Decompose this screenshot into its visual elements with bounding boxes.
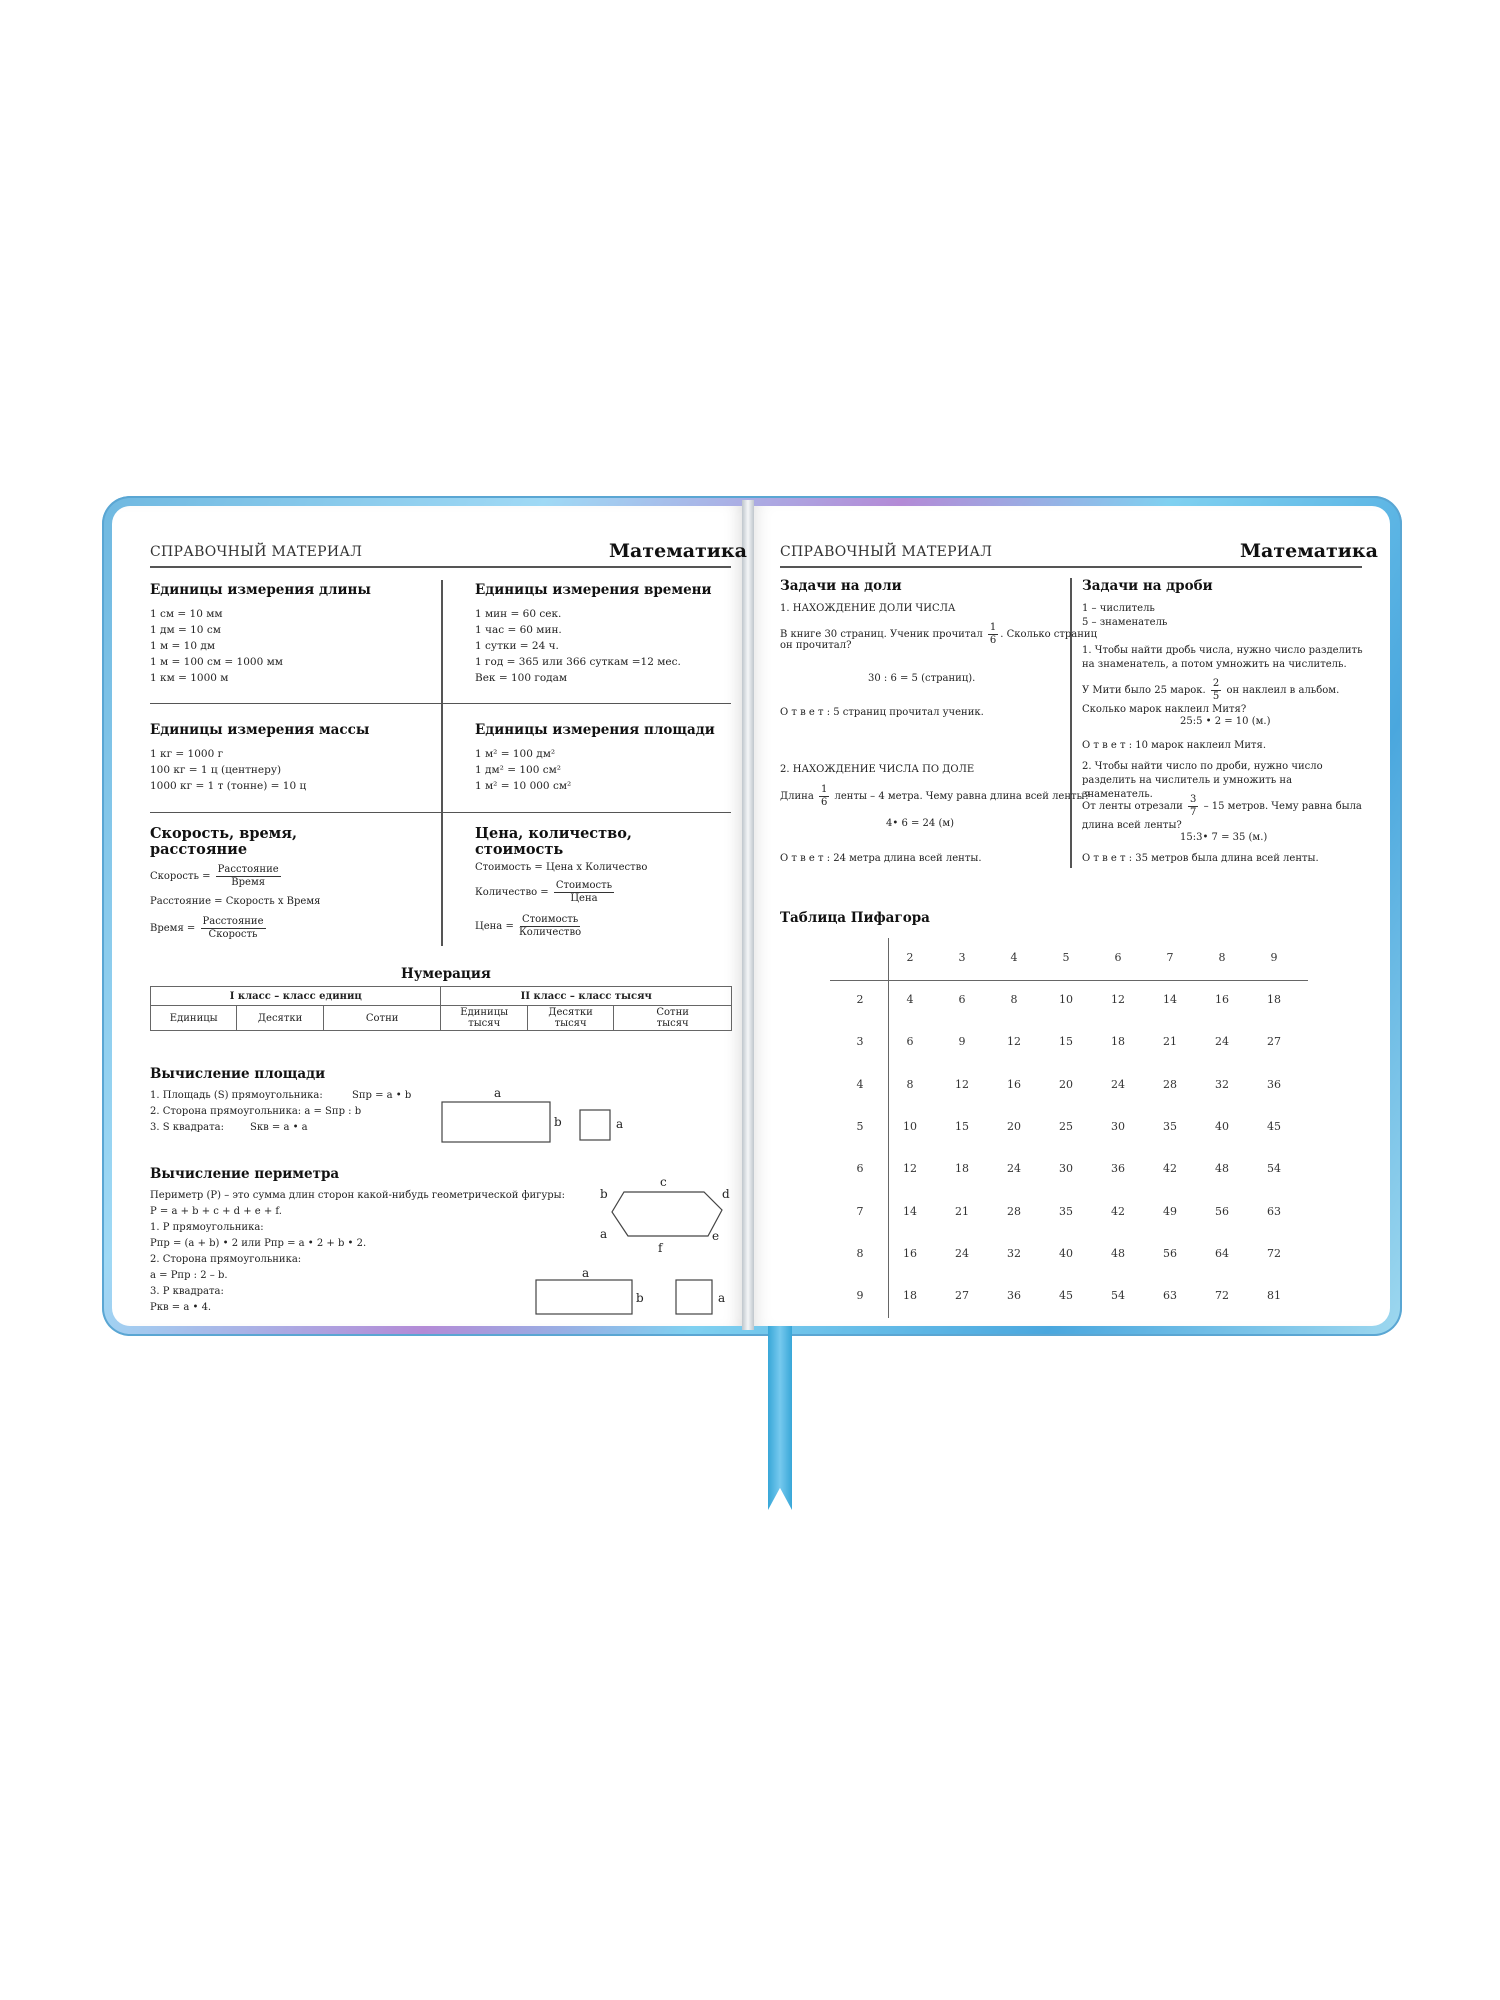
time-formula-label: Время = (150, 923, 196, 934)
pythagoras-cell: 64 (1215, 1247, 1229, 1260)
speed-formula-label: Скорость = (150, 871, 211, 882)
pythagoras-cell: 40 (1215, 1120, 1229, 1133)
pythagoras-title: Таблица Пифагора (780, 910, 930, 926)
fractions-formula-2: 15:3• 7 = 35 (м.) (1180, 832, 1268, 843)
pythagoras-column-header: 7 (1166, 951, 1174, 964)
pythagoras-cell: 10 (903, 1120, 917, 1133)
fraction-numerator: 1 (820, 784, 828, 795)
pythagoras-cell: 12 (1007, 1035, 1021, 1048)
fraction-denominator: Время (231, 877, 266, 888)
cell-line: Сотни (656, 1007, 689, 1018)
speed-title-line-1: Скорость, время, (150, 825, 298, 842)
pythagoras-cell: 15 (955, 1120, 969, 1133)
left-header-rule (150, 566, 731, 568)
rectangle-shape (442, 1102, 550, 1142)
pythagoras-cell: 72 (1267, 1247, 1281, 1260)
pythagoras-cell: 14 (903, 1205, 917, 1218)
pythagoras-cell: 10 (1059, 993, 1073, 1006)
speed-title-line-2: расстояние (150, 841, 248, 858)
cell-line: тысяч (468, 1018, 501, 1029)
quantity-formula-label: Количество = (475, 887, 549, 898)
fraction-denominator: 6 (820, 797, 828, 808)
pythagoras-cell: 12 (903, 1162, 917, 1175)
fraction-numerator: Расстояние (202, 916, 264, 927)
left-header-label: СПРАВОЧНЫЙ МАТЕРИАЛ (150, 544, 363, 560)
pythagoras-cell: 63 (1163, 1289, 1177, 1302)
pythagoras-row-header: 2 (856, 993, 864, 1006)
bookmark-ribbon[interactable] (768, 1326, 792, 1510)
pythagoras-cell: 24 (1007, 1162, 1021, 1175)
pythagoras-cell: 72 (1215, 1289, 1229, 1302)
price-title-line-2: стоимость (475, 841, 564, 858)
left-header-title: Математика (609, 540, 747, 562)
pythagoras-cell: 30 (1059, 1162, 1073, 1175)
class-thousands-header: II класс – класс тысяч (441, 987, 732, 1006)
area-calc-formula-1: Sпр = a • b (352, 1090, 412, 1101)
area-line: 1 м² = 10 000 см² (475, 780, 572, 792)
pythagoras-cell: 14 (1163, 993, 1177, 1006)
price-fraction (519, 914, 581, 939)
numeration-cell (527, 1006, 613, 1031)
shares-problem-2-text-a: Длина (780, 791, 814, 802)
quantity-fraction (554, 880, 614, 905)
numerator-term: 1 – числитель (1082, 603, 1155, 614)
pythagoras-cell: 18 (1111, 1035, 1125, 1048)
one-sixth-fraction (819, 784, 829, 809)
three-sevenths-fraction (1188, 794, 1198, 819)
perimeter-rect-diagram (526, 1266, 736, 1320)
pythagoras-column-header: 3 (958, 951, 966, 964)
perimeter-line-7: 3. Р квадрата: (150, 1286, 224, 1297)
pythagoras-row-header: 9 (856, 1289, 864, 1302)
shares-answer-1: О т в е т : 5 страниц прочитал ученик. (780, 707, 984, 718)
numeration-cell: Единицы (151, 1006, 237, 1031)
pythagoras-cell: 6 (906, 1035, 914, 1048)
length-line: 1 см = 10 мм (150, 608, 223, 620)
time-fraction (201, 916, 266, 941)
pythagoras-cell: 56 (1215, 1205, 1229, 1218)
length-line: 1 км = 1000 м (150, 672, 229, 684)
pythagoras-cell: 20 (1059, 1078, 1073, 1091)
left-column-divider (441, 580, 443, 946)
pythagoras-cell: 8 (1010, 993, 1018, 1006)
pythagoras-row-header: 6 (856, 1162, 864, 1175)
pythagoras-cell: 24 (1215, 1035, 1229, 1048)
pythagoras-column-header: 9 (1270, 951, 1278, 964)
pythagoras-cell: 8 (906, 1078, 914, 1091)
pythagoras-cell: 36 (1267, 1078, 1281, 1091)
speed-formula (150, 864, 283, 889)
pythagoras-cell: 16 (903, 1247, 917, 1260)
pythagoras-cell: 24 (955, 1247, 969, 1260)
pythagoras-row-header: 3 (856, 1035, 864, 1048)
pythagoras-cell: 12 (955, 1078, 969, 1091)
perim-square-label-a: a (718, 1291, 726, 1305)
distance-formula: Расстояние = Скорость х Время (150, 896, 321, 907)
pythagoras-cell: 30 (1111, 1120, 1125, 1133)
fraction-denominator: 6 (989, 635, 997, 646)
shares-problem-2 (780, 784, 1090, 809)
perimeter-square-shape (676, 1280, 712, 1314)
area-units-title: Единицы измерения площади (475, 722, 715, 738)
shares-answer-2: О т в е т : 24 метра длина всей ленты. (780, 853, 982, 864)
right-header-title: Математика (1240, 540, 1378, 562)
price-formula (475, 914, 583, 939)
fractions-problem-1-text-a: У Мити было 25 марок. (1082, 685, 1206, 696)
mass-line: 1 кг = 1000 г (150, 748, 224, 760)
pythagoras-cell: 42 (1163, 1162, 1177, 1175)
pythagoras-cell: 28 (1163, 1078, 1177, 1091)
shares-title: Задачи на доли (780, 578, 902, 594)
area-calc-line-1: 1. Площадь (S) прямоугольника: (150, 1090, 323, 1101)
class-units-header: I класс – класс единиц (151, 987, 441, 1006)
fraction-numerator: 2 (1212, 678, 1220, 689)
one-sixth-fraction (988, 622, 998, 647)
pythagoras-cell: 9 (958, 1035, 966, 1048)
pythagoras-cell: 18 (903, 1289, 917, 1302)
hexagon-diagram (596, 1170, 736, 1260)
pythagoras-cell: 25 (1059, 1120, 1073, 1133)
cost-formula: Стоимость = Цена х Количество (475, 862, 648, 873)
fraction-numerator: Расстояние (217, 864, 279, 875)
pythagoras-row-header: 5 (856, 1120, 864, 1133)
fractions-problem-1-text-b: он наклеил в альбом. Сколько марок наклеил Митя? (1082, 685, 1340, 715)
pythagoras-row-header: 7 (856, 1205, 864, 1218)
pythagoras-cell: 49 (1163, 1205, 1177, 1218)
fractions-problem-2-text-b: – 15 метров. Чему равна была длина всей ленты? (1082, 801, 1362, 831)
fractions-answer-2: О т в е т : 35 метров была длина всей ленты. (1082, 853, 1319, 864)
pythagoras-column-header: 4 (1010, 951, 1018, 964)
pythagoras-cell: 54 (1267, 1162, 1281, 1175)
time-line: 1 год = 365 или 366 суткам =12 мес. (475, 656, 681, 668)
pythagoras-cell: 12 (1111, 993, 1125, 1006)
pythagoras-cell: 35 (1163, 1120, 1177, 1133)
cell-line: Единицы (460, 1007, 509, 1018)
area-calc-formula-3: Sкв = a • a (250, 1122, 308, 1133)
rect-label-a: a (494, 1086, 502, 1100)
time-line: 1 мин = 60 сек. (475, 608, 562, 620)
fractions-problem-2-text-a: От ленты отрезали (1082, 801, 1183, 812)
pythagoras-cell: 15 (1059, 1035, 1073, 1048)
length-line: 1 м = 100 см = 1000 мм (150, 656, 283, 668)
pythagoras-cell: 63 (1267, 1205, 1281, 1218)
numeration-cell: Десятки (237, 1006, 323, 1031)
pythagoras-cell: 45 (1267, 1120, 1281, 1133)
pythagoras-cell: 18 (1267, 993, 1281, 1006)
area-line: 1 дм² = 100 см² (475, 764, 561, 776)
hex-label-b: b (600, 1187, 608, 1201)
right-header-label: СПРАВОЧНЫЙ МАТЕРИАЛ (780, 544, 993, 560)
price-title-line-1: Цена, количество, (475, 825, 632, 842)
perimeter-line-2: Р = a + b + c + d + e + f. (150, 1206, 282, 1217)
left-row-divider-1 (150, 703, 731, 704)
pythagoras-cell: 81 (1267, 1289, 1281, 1302)
pythagoras-cell: 21 (1163, 1035, 1177, 1048)
fraction-numerator: Стоимость (521, 914, 579, 925)
numeration-title: Нумерация (401, 966, 491, 982)
quantity-formula (475, 880, 616, 905)
pythagoras-cell: 24 (1111, 1078, 1125, 1091)
fractions-formula-1: 25:5 • 2 = 10 (м.) (1180, 716, 1271, 727)
pythagoras-column-header: 5 (1062, 951, 1070, 964)
area-units-list (475, 746, 571, 794)
price-title (475, 826, 632, 858)
pythagoras-cell: 40 (1059, 1247, 1073, 1260)
hexagon-shape (612, 1192, 722, 1236)
cell-line: тысяч (656, 1018, 689, 1029)
fractions-rule-1: 1. Чтобы найти дробь числа, нужно число разделить на знаменатель, а потом умножить на числитель. (1082, 645, 1363, 670)
numeration-cell (614, 1006, 732, 1031)
pythagoras-cell: 32 (1007, 1247, 1021, 1260)
pythagoras-cell: 45 (1059, 1289, 1073, 1302)
perimeter-line-3: 1. Р прямоугольника: (150, 1222, 264, 1233)
area-calc-line-2: 2. Сторона прямоугольника: a = Sпр : b (150, 1106, 362, 1117)
length-line: 1 дм = 10 см (150, 624, 221, 636)
time-units-title: Единицы измерения времени (475, 582, 712, 598)
perimeter-line-5: 2. Сторона прямоугольника: (150, 1254, 302, 1265)
fractions-problem-1 (1082, 678, 1364, 717)
hex-label-d: d (722, 1187, 730, 1201)
shares-problem-1-cont: он прочитал? (780, 640, 852, 651)
speed-title (150, 826, 297, 858)
cell-line: Десятки (548, 1007, 593, 1018)
pythagoras-row-header: 8 (856, 1247, 864, 1260)
pythagoras-cell: 27 (1267, 1035, 1281, 1048)
time-units-list (475, 606, 681, 686)
hex-label-c: c (660, 1175, 667, 1189)
numeration-table (150, 986, 732, 1031)
fraction-numerator: Стоимость (555, 880, 613, 891)
shares-problem-1-text-b: . Сколько страниц (1000, 629, 1098, 640)
perimeter-rectangle-shape (536, 1280, 632, 1314)
pythagoras-cell: 56 (1163, 1247, 1177, 1260)
shares-formula-1: 30 : 6 = 5 (страниц). (868, 673, 976, 684)
pythagoras-cell: 54 (1111, 1289, 1125, 1302)
shares-problem-2-text-b: ленты – 4 метра. Чему равна длина всей ленты? (834, 791, 1090, 802)
rect-label-b: b (554, 1115, 562, 1129)
numeration-cell: Сотни (323, 1006, 441, 1031)
perimeter-line-8: Ркв = a • 4. (150, 1302, 212, 1313)
pythagoras-column-header: 8 (1218, 951, 1226, 964)
pythagoras-cell: 36 (1111, 1162, 1125, 1175)
fractions-problem-2 (1082, 794, 1364, 833)
cell-line: тысяч (554, 1018, 587, 1029)
fraction-denominator: Цена (570, 893, 598, 904)
speed-fraction (216, 864, 281, 889)
pythagoras-cell: 16 (1215, 993, 1229, 1006)
perimeter-title: Вычисление периметра (150, 1166, 340, 1182)
fractions-title: Задачи на дроби (1082, 578, 1213, 594)
square-label-a: a (616, 1117, 624, 1131)
fraction-denominator: 5 (1212, 691, 1220, 702)
shares-formula-2: 4• 6 = 24 (м) (886, 818, 955, 829)
denominator-term: 5 – знаменатель (1082, 617, 1168, 628)
perim-rect-label-a: a (582, 1266, 590, 1280)
area-diagram (430, 1080, 640, 1150)
area-calc-title: Вычисление площади (150, 1066, 326, 1082)
hex-label-e: e (712, 1229, 720, 1243)
pythagoras-vertical-rule (888, 938, 889, 1318)
length-line: 1 м = 10 дм (150, 640, 215, 652)
length-units-list (150, 606, 283, 686)
square-shape (580, 1110, 610, 1140)
fraction-denominator: 7 (1190, 807, 1197, 818)
right-header-rule (780, 566, 1362, 568)
pythagoras-column-header: 2 (906, 951, 914, 964)
hex-label-a: a (600, 1227, 608, 1241)
area-calc-line-3: 3. S квадрата: (150, 1122, 224, 1133)
pythagoras-cell: 18 (955, 1162, 969, 1175)
length-units-title: Единицы измерения длины (150, 582, 371, 598)
pythagoras-cell: 27 (955, 1289, 969, 1302)
pythagoras-cell: 48 (1111, 1247, 1125, 1260)
fractions-rule-2: 2. Чтобы найти число по дроби, нужно число разделить на числитель и умножить на знаменатель. (1082, 761, 1323, 800)
time-formula (150, 916, 268, 941)
pythagoras-cell: 20 (1007, 1120, 1021, 1133)
pythagoras-cell: 32 (1215, 1078, 1229, 1091)
pythagoras-cell: 21 (955, 1205, 969, 1218)
hex-label-f: f (658, 1241, 663, 1255)
mass-units-list (150, 746, 306, 794)
two-fifths-fraction (1211, 678, 1221, 703)
fraction-numerator: 3 (1190, 794, 1197, 805)
pythagoras-cell: 42 (1111, 1205, 1125, 1218)
shares-problem-1-text-a: В книге 30 страниц. Ученик прочитал (780, 629, 983, 640)
time-line: 1 сутки = 24 ч. (475, 640, 559, 652)
fraction-denominator: Скорость (208, 929, 258, 940)
perimeter-line-4: Рпр = (a + b) • 2 или Рпр = a • 2 + b • 2. (150, 1238, 367, 1249)
area-line: 1 м² = 100 дм² (475, 748, 556, 760)
left-row-divider-2 (150, 812, 731, 813)
pythagoras-cell: 48 (1215, 1162, 1229, 1175)
notebook-spine (742, 500, 754, 1330)
shares-subtitle-2: 2. НАХОЖДЕНИЕ ЧИСЛА ПО ДОЛЕ (780, 764, 975, 775)
pythagoras-cell: 36 (1007, 1289, 1021, 1302)
mass-units-title: Единицы измерения массы (150, 722, 370, 738)
pythagoras-cell: 35 (1059, 1205, 1073, 1218)
fraction-denominator: Количество (519, 927, 582, 938)
pythagoras-cell: 16 (1007, 1078, 1021, 1091)
shares-subtitle-1: 1. НАХОЖДЕНИЕ ДОЛИ ЧИСЛА (780, 603, 956, 614)
fractions-answer-1: О т в е т : 10 марок наклеил Митя. (1082, 740, 1267, 751)
pythagoras-cell: 4 (906, 993, 914, 1006)
pythagoras-cell: 28 (1007, 1205, 1021, 1218)
pythagoras-column-header: 6 (1114, 951, 1122, 964)
time-line: 1 час = 60 мин. (475, 624, 562, 636)
pythagoras-row-header: 4 (856, 1078, 864, 1091)
mass-line: 100 кг = 1 ц (центнеру) (150, 764, 282, 776)
mass-line: 1000 кг = 1 т (тонне) = 10 ц (150, 780, 307, 792)
perimeter-line-6: a = Рпр : 2 – b. (150, 1270, 228, 1281)
fraction-terms (1082, 602, 1167, 630)
perimeter-line-1: Периметр (Р) – это сумма длин сторон какой-нибудь геометрической фигуры: (150, 1190, 565, 1201)
time-line: Век = 100 годам (475, 672, 568, 684)
pythagoras-cell: 6 (958, 993, 966, 1006)
price-formula-label: Цена = (475, 921, 514, 932)
perim-rect-label-b: b (636, 1291, 644, 1305)
numeration-cell (441, 1006, 527, 1031)
pythagoras-horizontal-rule (830, 980, 1308, 981)
fraction-numerator: 1 (989, 622, 997, 633)
